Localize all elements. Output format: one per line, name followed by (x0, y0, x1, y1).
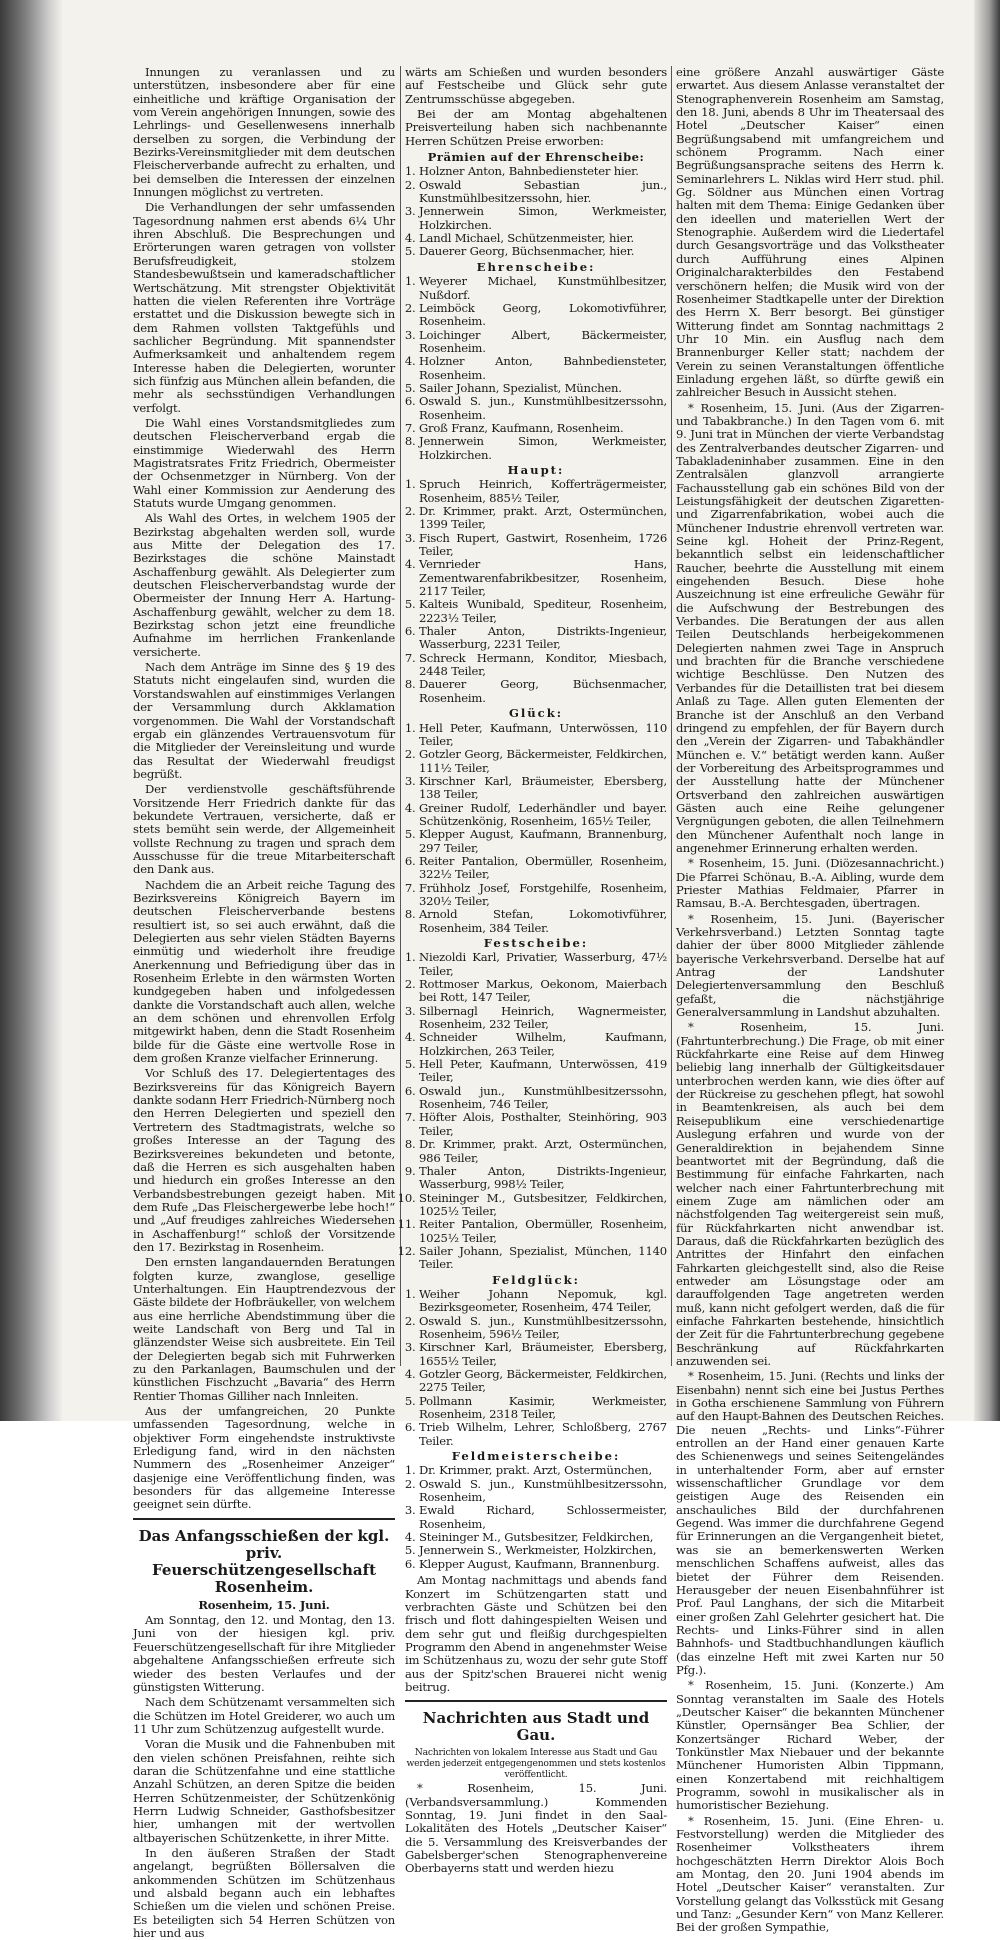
prize-list-item: 6. Oswald S. jun., Kunstmühlbesitzerssohn, Rosenheim. (419, 395, 667, 422)
prize-list-item: 2. Rottmoser Markus, Oekonom, Maierbach bei Rott, 147 Teiler, (419, 978, 667, 1005)
prize-list-item: 8. Jennerwein Simon, Werkmeister, Holzkirchen. (419, 435, 667, 462)
paragraph: * Rosenheim, 15. Juni. (Konzerte.) Am Sonntag veranstalten im Saale des Hotels „Deutscher Kaiser“ die bekannten Münchener Künstler, Opernsänger Bea Schlier, der Konzertsänger Richard Weber, der Tonkünstler Max Niebauer und der bekannte Münchener Humoristen Albin Tippmann, einen Konzertabend mit reichhaltigem Programm, sowohl in musikalischer als in humoristischer Beziehung. (676, 1678, 944, 1813)
prize-list-item: 8. Dr. Krimmer, prakt. Arzt, Ostermünchen, 986 Teiler, (419, 1138, 667, 1165)
prize-list-item: 1. Dr. Krimmer, prakt. Arzt, Ostermünchen, (419, 1464, 667, 1477)
prize-list-item: 12. Sailer Johann, Spezialist, München, 1140 Teiler. (419, 1245, 667, 1272)
prize-list-item: 8. Arnold Stefan, Lokomotivführer, Rosenheim, 384 Teiler. (419, 908, 667, 935)
prize-list-item: 2. Oswald S. jun., Kunstmühlbesitzerssohn, Rosenheim, 596½ Teiler, (419, 1315, 667, 1342)
column-rule (671, 66, 672, 1366)
prize-list-item: 2. Oswald S. jun., Kunstmühlbesitzerssohn, Rosenheim, (419, 1478, 667, 1505)
paragraph: * Rosenheim, 15. Juni. (Rechts und links der Eisenbahn) nennt sich eine bei Justus Perthes in Gotha erschienene Sammlung von Führern auf den Haupt-Bahnen des Deutschen Reiches. Die neuen „Rechts- und Links“-Führer entrollen an der Hand einer genauen Karte des Schienenwegs und seines Seitengeländes in unterhaltender Form, aber auf ernster wissenschaftlicher Grundlage vor dem geistigen Auge des Reisenden ein anschauliches Bild der durchfahrenen Gegend. Was immer die durchfahrene Gegend für Erinnerungen an die Vergangenheit bietet, was sie an bemerkenswerten Werken menschlichen Schaffens aufweist, alles das bietet der Führer dem Reisenden. Herausgeber der neuen Eisenbahnführer ist Prof. Paul Langhans, der sich die Mitarbeit einer großen Zahl Gelehrter gesichert hat. Die Rechts- und Links-Führer sind in allen Bahnhofs- und Stadtbuchhandlungen käuflich (das einzelne Heft mit zwei Karten nur 50 Pfg.). (676, 1369, 944, 1677)
prize-list (405, 1464, 667, 1571)
prize-list-item: 7. Höfter Alois, Posthalter, Steinhöring, 903 Teiler, (419, 1111, 667, 1138)
paragraph: In den äußeren Straßen der Stadt angelangt, begrüßten Böllersalven die ankommenden Schützen im Schützenhaus und alsbald begann auch ein lebhaftes Schießen um die vielen und schönen Preise. Es beteiligten sich 54 Herren Schützen von hier und aus (133, 1845, 395, 1940)
prize-list-item: 6. Thaler Anton, Distrikts-Ingenieur, Wasserburg, 2231 Teiler, (419, 625, 667, 652)
prize-list-item: 1. Hell Peter, Kaufmann, Unterwössen, 110 Teiler, (419, 722, 667, 749)
prize-list-item: 11. Reiter Pantalion, Obermüller, Rosenheim, 1025½ Teiler, (419, 1218, 667, 1245)
column-1 (133, 65, 395, 1940)
paragraph: * Rosenheim, 15. Juni. (Fahrtunterbrechung.) Die Frage, ob mit einer Rückfahrkarte eine Reise auf dem Hinweg beliebig lang innerhalb der Gültigkeitsdauer unterbrochen werden kann, wie dies öfter auf der Rückreise zu geschehen pflegt, hat sowohl in Beamtenkreisen, als auch bei dem Reisepublikum eine verschiedenartige Auslegung erfahren und wurde von der Generaldirektion in bejahendem Sinne beantwortet mit der Begründung, daß die Bestimmung für einfache Fahrkarten, nach welcher nach einer Fahrtunterbrechung mit einem Zuge am nämlichen oder am nächstfolgenden Tag weitergereist sein muß, für Rückfahrkarten nicht anwendbar ist. Daraus, daß die Rückfahrkarten bezüglich des Antrittes der Hinfahrt den einfachen Fahrkarten gleichgestellt sind, also die Reise entweder am Lösungstage oder am darauffolgenden Tage angetreten werden muß, kann nicht gefolgert werden, daß die für einfache Fahrkarten bestehende, hinsichtlich der Zeit für die Fahrtunterbrechung gegebene Beschränkung auf Rückfahrkarten anzuwenden sei. (676, 1020, 944, 1368)
prize-list-item: 3. Kirschner Karl, Bräumeister, Ebersberg, 138 Teiler, (419, 775, 667, 802)
section-headline: Nachrichten aus Stadt und Gau. (422, 1709, 650, 1745)
dateline: Rosenheim, 15. Juni. (198, 1597, 330, 1612)
page-edge-shadow (974, 0, 1000, 1421)
column-2 (405, 65, 667, 1876)
paragraph: * Rosenheim, 15. Juni. (Verbandsversammlung.) Kommenden Sonntag, 19. Juni findet in den Saal-Lokalitäten des Hotels „Deutscher Kaiser“ die 5. Versammlung des Kreisverbandes der Gabelsberger'schen Stenographenvereine Oberbayerns statt und werden hiezu (405, 1781, 667, 1876)
prize-list-item: 1. Weyerer Michael, Kunstmühlbesitzer, Nußdorf. (419, 275, 667, 302)
prize-list-item: 5. Hell Peter, Kaufmann, Unterwössen, 419 Teiler, (419, 1058, 667, 1085)
prize-list-item: 3. Kirschner Karl, Bräumeister, Ebersberg, 1655½ Teiler, (419, 1341, 667, 1368)
editorial-note: Nachrichten von lokalem Interesse aus Stadt und Gau werden jederzeit entgegengenommen und stets kostenlos veröffentlicht. (406, 1747, 666, 1781)
prize-list-item: 4. Steininger M., Gutsbesitzer, Feldkirchen, (419, 1531, 667, 1544)
prize-list-heading: Feldglück: (492, 1272, 580, 1287)
paragraph: Innungen zu veranlassen und zu unterstützen, insbesondere aber für eine einheitliche und kräftige Organisation der vom Verein angehörigen Innungen, sowie des Lehrlings- und Gesellenwesens innerhalb derselben zu sorgen, die Verbindung der Bezirks-Vereinsmitglieder mit dem deutschen Fleischerverbande aufrecht zu erhalten, und bei demselben die Interessen der einzelnen Innungen möglichst zu vertreten. (133, 65, 395, 200)
prize-list-item: 3. Loichinger Albert, Bäckermeister, Rosenheim. (419, 329, 667, 356)
prize-list-item: 5. Dauerer Georg, Büchsenmacher, hier. (419, 245, 667, 258)
prize-list-item: 3. Silbernagl Heinrich, Wagnermeister, Rosenheim, 232 Teiler, (419, 1005, 667, 1032)
paragraph: eine größere Anzahl auswärtiger Gäste erwartet. Aus diesem Anlasse veranstaltet der Stenographenverein Rosenheim am Samstag, den 18. Juni, abends 8 Uhr im Theatersaal des Hotel „Deutscher Kaiser“ einen Begrüßungsabend mit umfangreichem und schönem Programm. Nach einer Begrüßungsansprache seitens des Herrn k. Seminarlehrers L. Niklas wird Herr stud. phil. Gg. Söldner aus München einen Vortrag halten mit dem Thema: Einige Gedanken über den ideellen und materiellen Wert der Stenographie. Außerdem wird die Liedertafel durch Gesangsvorträge und das Volkstheater durch Aufführung eines Alpinen Originalcharakterbildes den Festabend verschönern helfen; die Musik wird von der Rosenheimer Stadtkapelle unter der Direktion des Herrn X. Berr besorgt. Bei günstiger Witterung findet am Sonntag nachmittags 2 Uhr 10 Min. ein Ausflug nach dem Brannenburger Keller statt; nachdem der Verein zu seinen Veranstaltungen öffentliche Einladung ergehen läßt, so dürfte gewiß ein zahlreicher Besuch in Aussicht stehen. (676, 65, 944, 400)
paragraph: Die Verhandlungen der sehr umfassenden Tagesordnung nahmen erst abends 6¼ Uhr ihren Abschluß. Die Besprechungen und Erörterungen waren getragen von vollster Berufsfreudigkeit, stolzem Standesbewußtsein und kameradschaftlicher Wertschätzung. Mit strengster Objektivität hatten die vielen Referenten ihre Vorträge erstattet und die Diskussion bewegte sich in dem Rahmen vollsten Taktgefühls und sachlicher Begründung. Mit spannendster Aufmerksamkeit und anhaltendem regem Interesse haben die Delegierten, worunter sich fünfzig aus München allein befanden, die mehr als sechsstündigen Verhandlungen verfolgt. (133, 200, 395, 415)
prize-list-heading: Prämien auf der Ehrenscheibe: (427, 150, 645, 165)
prize-list-heading: Feldmeisterscheibe: (451, 1449, 621, 1464)
prize-list-item: 4. Schneider Wilhelm, Kaufmann, Holzkirchen, 263 Teiler, (419, 1031, 667, 1058)
prize-list-item: 2. Gotzler Georg, Bäckermeister, Feldkirchen, 111½ Teiler, (419, 748, 667, 775)
paragraph: Bei der am Montag abgehaltenen Preisverteilung haben sich nachbenannte Herren Schützen Preise erworben: (405, 107, 667, 148)
prize-list-item: 1. Spruch Heinrich, Kofferträgermeister, Rosenheim, 885½ Teiler, (419, 478, 667, 505)
prize-list (405, 722, 667, 936)
paragraph: * Rosenheim, 15. Juni. (Eine Ehren- u. Festvorstellung) werden die Mitglieder des Rosenheimer Volkstheaters ihrem hochgeschätzten Herrn Direktor Alois Boch am Montag, den 20. Juni 1904 abends im Hotel „Deutscher Kaiser“ veranstalten. Zur Vorstellung gelangt das Volksstück mit Gesang und Tanz: „Gesunder Kern“ von Manz Kellerer. Bei der großen Sympathie, (676, 1813, 944, 1935)
paragraph: Nach dem Anträge im Sinne des § 19 des Statuts nicht eingelaufen sind, wurden die Vorstandswahlen auf einstimmiges Verlangen der Versammlung durch Akklamation vorgenommen. Die Wahl der Vorstandschaft ergab ein glänzendes Vertrauensvotum für die Mitglieder der Vereinsleitung und wurde das Resultat der Wiederwahl freudigst begrüßt. (133, 660, 395, 781)
prize-list-item: 2. Leimböck Georg, Lokomotivführer, Rosenheim. (419, 302, 667, 329)
prize-list (405, 165, 667, 258)
column-3 (676, 65, 944, 1935)
prize-list-item: 7. Frühholz Josef, Forstgehilfe, Rosenheim, 320½ Teiler, (419, 882, 667, 909)
prize-list-item: 4. Greiner Rudolf, Lederhändler und bayer. Schützenkönig, Rosenheim, 165½ Teiler, (419, 802, 667, 829)
paragraph: Der verdienstvolle geschäftsführende Vorsitzende Herr Friedrich dankte für das bekundete Vertrauen, versicherte, daß er stets bemüht sein werde, der Allgemeinheit vollste Rechnung zu tragen und sprach dem Ausschusse für die treue Mitarbeiterschaft den Dank aus. (133, 782, 395, 877)
prize-list (405, 275, 667, 462)
prize-list-item: 4. Vernrieder Hans, Zementwarenfabrikbesitzer, Rosenheim, 2117 Teiler, (419, 558, 667, 598)
paragraph: Aus der umfangreichen, 20 Punkte umfassenden Tagesordnung, welche in objektiver Form eingehendste instruktivste Erledigung fand, wird in den nächsten Nummern des „Rosenheimer Anzeiger“ dasjenige eine Veröffentlichung finden, was besonders für das allgemeine Interesse geeignet sein dürfte. (133, 1404, 395, 1512)
prize-list-item: 5. Sailer Johann, Spezialist, München. (419, 382, 667, 395)
prize-list (405, 951, 667, 1271)
prize-list-item: 5. Jennerwein S., Werkmeister, Holzkirchen, (419, 1544, 667, 1557)
prize-list-item: 7. Schreck Hermann, Konditor, Miesbach, 2448 Teiler, (419, 652, 667, 679)
prize-list-item: 4. Holzner Anton, Bahnbediensteter, Rosenheim. (419, 355, 667, 382)
prize-list-item: 10. Steininger M., Gutsbesitzer, Feldkirchen, 1025½ Teiler, (419, 1192, 667, 1219)
prize-list-heading: Festscheibe: (483, 936, 589, 950)
paragraph: Nach dem Schützenamt versammelten sich die Schützen im Hotel Greiderer, wo auch um 11 Uhr zum Schützenzug aufgestellt wurde. (133, 1695, 395, 1736)
section-divider (405, 1700, 667, 1702)
book-binding-shadow (0, 0, 62, 1421)
paragraph: Am Montag nachmittags und abends fand Konzert im Schützengarten statt und verbrachten Gäste und Schützen bei den frisch und flott dahingespielten Weisen und dem sehr gut und fleißig durchgespielten Programm den Abend in angenehmster Weise im Schützenhaus zu, wozu der sehr gute Stoff aus der Spitz'schen Brauerei nicht wenig beitrug. (405, 1573, 667, 1694)
paragraph: Voran die Musik und die Fahnenbuben mit den vielen schönen Preisfahnen, reihte sich daran die Schützenfahne und eine stattliche Anzahl Schützen, an deren Spitze die beiden Herren Schützenmeister, der Schützenkönig Herrn Ludwig Schneider, Gasthofsbesitzer hier, umhangen mit der wertvollen altbayerischen Schützenkette, in ihrer Mitte. (133, 1737, 395, 1845)
prize-list-item: 6. Reiter Pantalion, Obermüller, Rosenheim, 322½ Teiler, (419, 855, 667, 882)
prize-list-item: 1. Weiher Johann Nepomuk, kgl. Bezirksgeometer, Rosenheim, 474 Teiler, (419, 1288, 667, 1315)
prize-list-item: 3. Jennerwein Simon, Werkmeister, Holzkirchen. (419, 205, 667, 232)
prize-list-item: 3. Ewald Richard, Schlossermeister, Rosenheim, (419, 1504, 667, 1531)
prize-list-item: 9. Thaler Anton, Distrikts-Ingenieur, Wasserburg, 998½ Teiler, (419, 1165, 667, 1192)
prize-list-item: 1. Holzner Anton, Bahnbediensteter hier. (419, 165, 667, 178)
prize-list-item: 8. Dauerer Georg, Büchsenmacher, Rosenheim. (419, 678, 667, 705)
paragraph: * Rosenheim, 15. Juni. (Aus der Zigarren- und Tabakbranche.) In den Tagen vom 6. mit 9. Juni trat in München der vierte Verbandstag des Zentralverbandes deutscher Zigarren- und Tabakladeninhaber zusammen. Eine in den Zentralsälen glanzvoll arrangierte Fachausstellung gab ein schönes Bild von der Leistungsfähigkeit der deutschen Zigaretten- und Zigarrenfabrikation, wobei auch die Münchener Industrie ehrenvoll vertreten war. Seine kgl. Hoheit der Prinz-Regent, bekanntlich selbst ein leidenschaftlicher Raucher, beehrte die Ausstellung mit einem eingehenden Besuch. Diese hohe Auszeichnung ist eine erfreuliche Gewähr für die Aufschwung der Bestrebungen des Verbandes. Die Beratungen der aus allen Teilen Deutschlands herbeigekommenen Delegierten nahmen zwei Tage in Anspruch und brachten für die Branche verschiedene wichtige Beschlüsse. Den Nutzen des Verbandes für die Detaillisten trat bei diesem Anlaß zu Tage. Allen guten Elementen der Branche ist der Anschluß an den Verband dringend zu empfehlen, der für Bayern durch den „Verein der Zigarren- und Tabakhändler München e. V.“ betätigt werden kann. Außer der Vorbereitung des Arbeitsprogrammes und der Ausstellung hatte der Münchener Ortsverband den zahlreichen auswärtigen Gästen auch eine Reihe gelungener Vergnügungen geboten, die allen Teilnehmern den Münchener Aufenthalt noch lange in angenehmer Erinnerung erhalten werden. (676, 400, 944, 855)
section-divider (133, 1518, 395, 1520)
paragraph: * Rosenheim, 15. Juni. (Bayerischer Verkehrsverband.) Letzten Sonntag tagte dahier der über 8000 Mitglieder zählende bayerische Verkehrsverband. Derselbe hat auf Antrag der Landshuter Delegiertenversammlung den Beschluß gefaßt, die nächstjährige Generalversammlung in Landshut abzuhalten. (676, 911, 944, 1020)
paragraph: Die Wahl eines Vorstandsmitgliedes zum deutschen Fleischerverband ergab die einstimmige Wiederwahl des Herrn Magistratsrates Fritz Friedrich, Obermeister der Ochsenmetzger in Nürnberg. Von der Wahl einer Kommission zur Aenderung des Statuts wurde Umgang genommen. (133, 415, 395, 510)
prize-list (405, 478, 667, 705)
prize-list-item: 2. Oswald Sebastian jun., Kunstmühlbesitzerssohn, hier. (419, 179, 667, 206)
paragraph: Den ernsten langandauernden Beratungen folgten kurze, zwanglose, gesellige Unterhaltungen. Ein Hauptrendezvous der Gäste bildete der Hofbräukeller, von welchem aus eine herrliche Abendstimmung über die weite Landschaft von Berg und Tal in glänzendster Weise sich ausbreitete. Ein Teil der Delegierten begab sich mit Fuhrwerken zu den Parkanlagen, Baumschulen und der künstlichen Fischzucht „Bavaria“ des Herrn Rentier Thomas Gilliher nach Innleiten. (133, 1255, 395, 1403)
prize-list-item: 6. Trieb Wilhelm, Lehrer, Schloßberg, 2767 Teiler. (419, 1421, 667, 1448)
prize-list-item: 1. Niezoldi Karl, Privatier, Wasserburg, 47½ Teiler, (419, 951, 667, 978)
prize-list-item: 3. Fisch Rupert, Gastwirt, Rosenheim, 1726 Teiler, (419, 532, 667, 559)
column-rule (400, 66, 401, 1366)
prize-list-item: 5. Kalteis Wunibald, Spediteur, Rosenheim, 2223½ Teiler, (419, 598, 667, 625)
paragraph: * Rosenheim, 15. Juni. (Diözesannachricht.) Die Pfarrei Schönau, B.-A. Aibling, wurde dem Priester Mathias Feldmaier, Pfarrer in Ramsau, B.-A. Berchtesgaden, übertragen. (676, 856, 944, 911)
paragraph: Nachdem die an Arbeit reiche Tagung des Bezirksvereins Königreich Bayern im deutschen Fleischerverbande bestens resultiert ist, so sei auch erwähnt, daß die Delegierten aus sehr vielen Städten Bayerns einmütig und wiederholt ihre freudige Anerkennung und Befriedigung über das in Rosenheim Erlebte in den wärmsten Worten kundgegeben haben und infolgedessen dankte die Vorstandschaft auch allen, welche an dem schönen und ehrenvollen Erfolg mitgewirkt haben, denn die Stadt Rosenheim bilde für die Gäste eine wertvolle Rose in dem großen Kranze vielfacher Erinnerung. (133, 877, 395, 1066)
paragraph: wärts am Schießen und wurden besonders auf Festscheibe und Glück sehr gute Zentrumsschüsse abgegeben. (405, 65, 667, 106)
paragraph: Vor Schluß des 17. Delegiertentages des Bezirksvereins für das Königreich Bayern dankte sodann Herr Friedrich-Nürnberg noch den Herren Delegierten und speziell den Vertretern des Stadtmagistrats, welche so großes Interesse an der Tagung des Bezirksvereines bekundeten und betonte, daß die Herren es sich ausgehalten haben und hiedurch ein großes Interesse an den Verbandsbestrebungen gezeigt haben. Mit dem Rufe „Das Fleischergewerbe lebe hoch!“ und „Auf freudiges zahlreiches Wiedersehen in Aschaffenburg!“ schloß der Vorsitzende den 17. Bezirkstag in Rosenheim. (133, 1066, 395, 1254)
prize-list-heading: Glück: (508, 706, 564, 721)
prize-list (405, 1288, 667, 1448)
prize-list-heading: Haupt: (507, 462, 565, 477)
paragraph: Als Wahl des Ortes, in welchem 1905 der Bezirkstag abgehalten werden soll, wurde aus Mitte der Delegation des 17. Bezirkstages die schöne Mainstadt Aschaffenburg gewählt. Als Delegierter zum deutschen Fleischerverbandstag wurde der Obermeister der Innung Herr A. Hartung-Aschaffenburg gewählt, welcher zu dem 18. Bezirkstag schon jetzt eine freundliche Aufnahme im herrlichen Frankenlande versicherte. (133, 511, 395, 659)
paragraph: Am Sonntag, den 12. und Montag, den 13. Juni von der hiesigen kgl. priv. Feuerschützengesellschaft für ihre Mitglieder abgehaltene Anfangsschießen erfreute sich wieder des besten Verlaufes und der günstigsten Witterung. (133, 1613, 395, 1694)
prize-list-item: 4. Landl Michael, Schützenmeister, hier. (419, 232, 667, 245)
prize-list-item: 5. Klepper August, Kaufmann, Brannenburg, 297 Teiler, (419, 828, 667, 855)
prize-list-item: 6. Oswald jun., Kunstmühlbesitzerssohn, Rosenheim, 746 Teiler, (419, 1085, 667, 1112)
prize-list-item: 6. Klepper August, Kaufmann, Brannenburg. (419, 1558, 667, 1571)
article-headline: Das Anfangsschießen der kgl. priv. Feuerschützengesellschaft Rosenheim. (138, 1526, 390, 1596)
prize-list-item: 5. Pollmann Kasimir, Werkmeister, Rosenheim, 2318 Teiler, (419, 1395, 667, 1422)
prize-list-item: 4. Gotzler Georg, Bäckermeister, Feldkirchen, 2275 Teiler, (419, 1368, 667, 1395)
prize-list-item: 2. Dr. Krimmer, prakt. Arzt, Ostermünchen, 1399 Teiler, (419, 505, 667, 532)
prize-list-item: 7. Groß Franz, Kaufmann, Rosenheim. (419, 422, 667, 435)
prize-list-heading: Ehrenscheibe: (476, 259, 596, 274)
